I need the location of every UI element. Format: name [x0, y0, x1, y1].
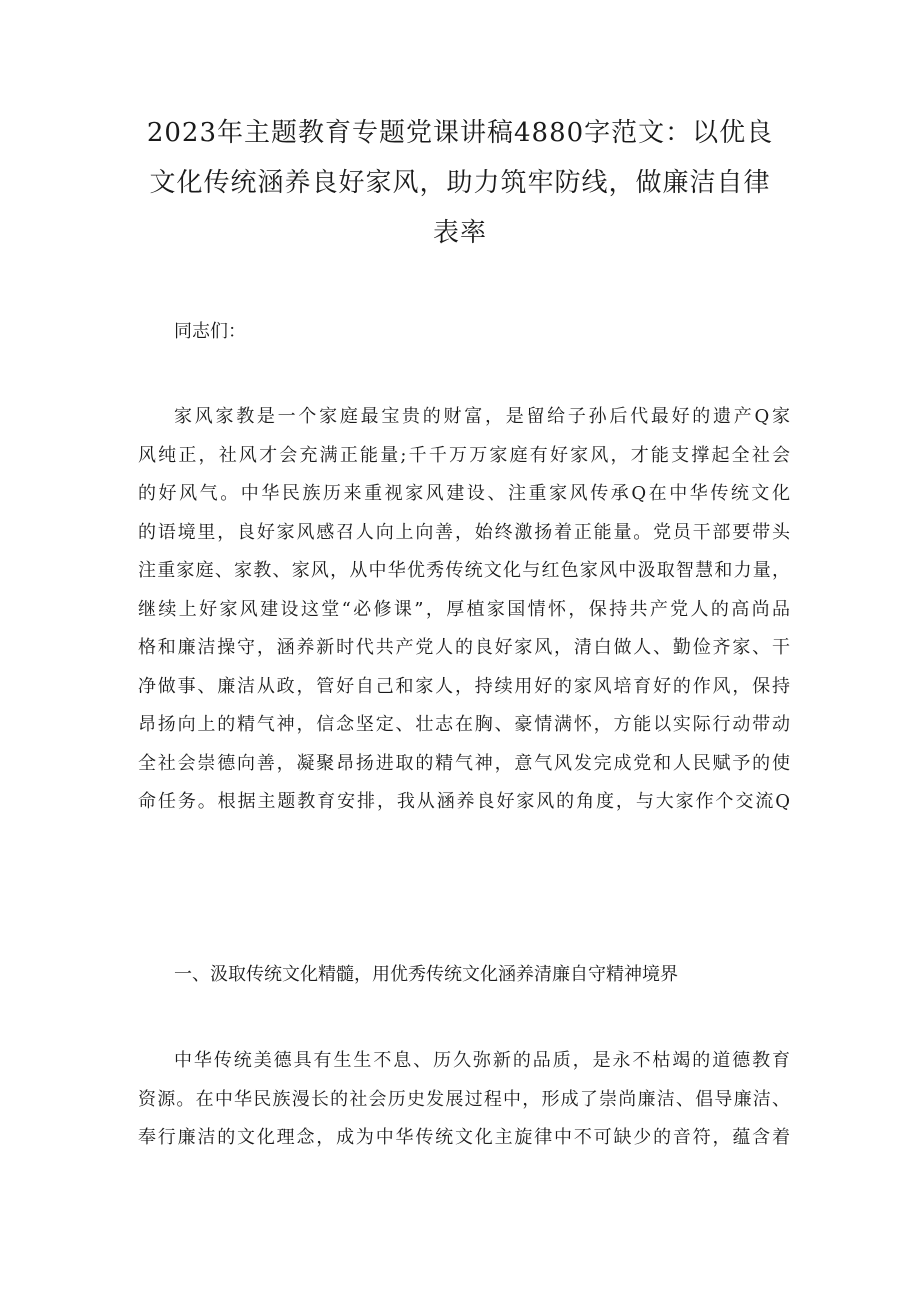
paragraph-line: 净做事、廉洁从政，管好自己和家人，持续用好的家风培育好的作风，保持 — [138, 675, 790, 697]
paragraph-line: 全社会崇德向善，凝聚昂扬进取的精气神，意气风发完成党和人民赋予的使 — [138, 752, 790, 774]
section-heading: 一、汲取传统文化精髓，用优秀传统文化涵养清廉自守精神境界 — [174, 964, 678, 985]
paragraph-section1 — [138, 1042, 790, 1158]
paragraph-line: 格和廉洁操守，涵养新时代共产党人的良好家风，清白做人、勤俭齐家、干 — [138, 637, 790, 658]
paragraph-line: 资源。在中华民族漫长的社会历史发展过程中，形成了崇尚廉洁、倡导廉洁、 — [138, 1088, 790, 1110]
title-line: 2023年主题教育专题党课讲稿4880字范文：以优良 — [146, 118, 774, 148]
paragraph-line: 奉行廉洁的文化理念，成为中华传统文化主旋律中不可缺少的音符，蕴含着 — [138, 1127, 790, 1148]
paragraph-line: 的语境里，良好家风感召人向上向善，始终激扬着正能量。党员干部要带头 — [138, 521, 790, 543]
document-title — [120, 108, 800, 258]
paragraph-line: 继续上好家风建设这堂“必修课”，厚植家国情怀，保持共产党人的高尚品 — [138, 598, 790, 620]
paragraph-line: 昂扬向上的精气神，信念坚定、壮志在胸、豪情满怀，方能以实际行动带动 — [138, 714, 790, 735]
paragraph-line: 家风家教是一个家庭最宝贵的财富，是留给子孙后代最好的遗产Q家 — [174, 406, 790, 427]
paragraph-line: 注重家庭、家教、家风，从中华优秀传统文化与红色家风中汲取智慧和力量， — [138, 560, 790, 581]
paragraph-line: 的好风气。中华民族历来重视家风建设、注重家风传承Q在中华传统文化 — [138, 483, 790, 504]
title-line: 表率 — [432, 218, 487, 248]
paragraph-line: 风纯正，社风才会充满正能量;千千万万家庭有好家风，才能支撑起全社会 — [138, 444, 790, 466]
title-line: 文化传统涵养良好家风，助力筑牢防线，做廉洁自律 — [149, 168, 771, 198]
paragraph-intro — [138, 398, 790, 822]
paragraph-line: 中华传统美德具有生生不息、历久弥新的品质，是永不枯竭的道德教育 — [174, 1050, 790, 1071]
paragraph-line: 命任务。根据主题教育安排，我从涵养良好家风的角度，与大家作个交流Q — [138, 791, 790, 812]
greeting: 同志们： — [174, 321, 246, 342]
